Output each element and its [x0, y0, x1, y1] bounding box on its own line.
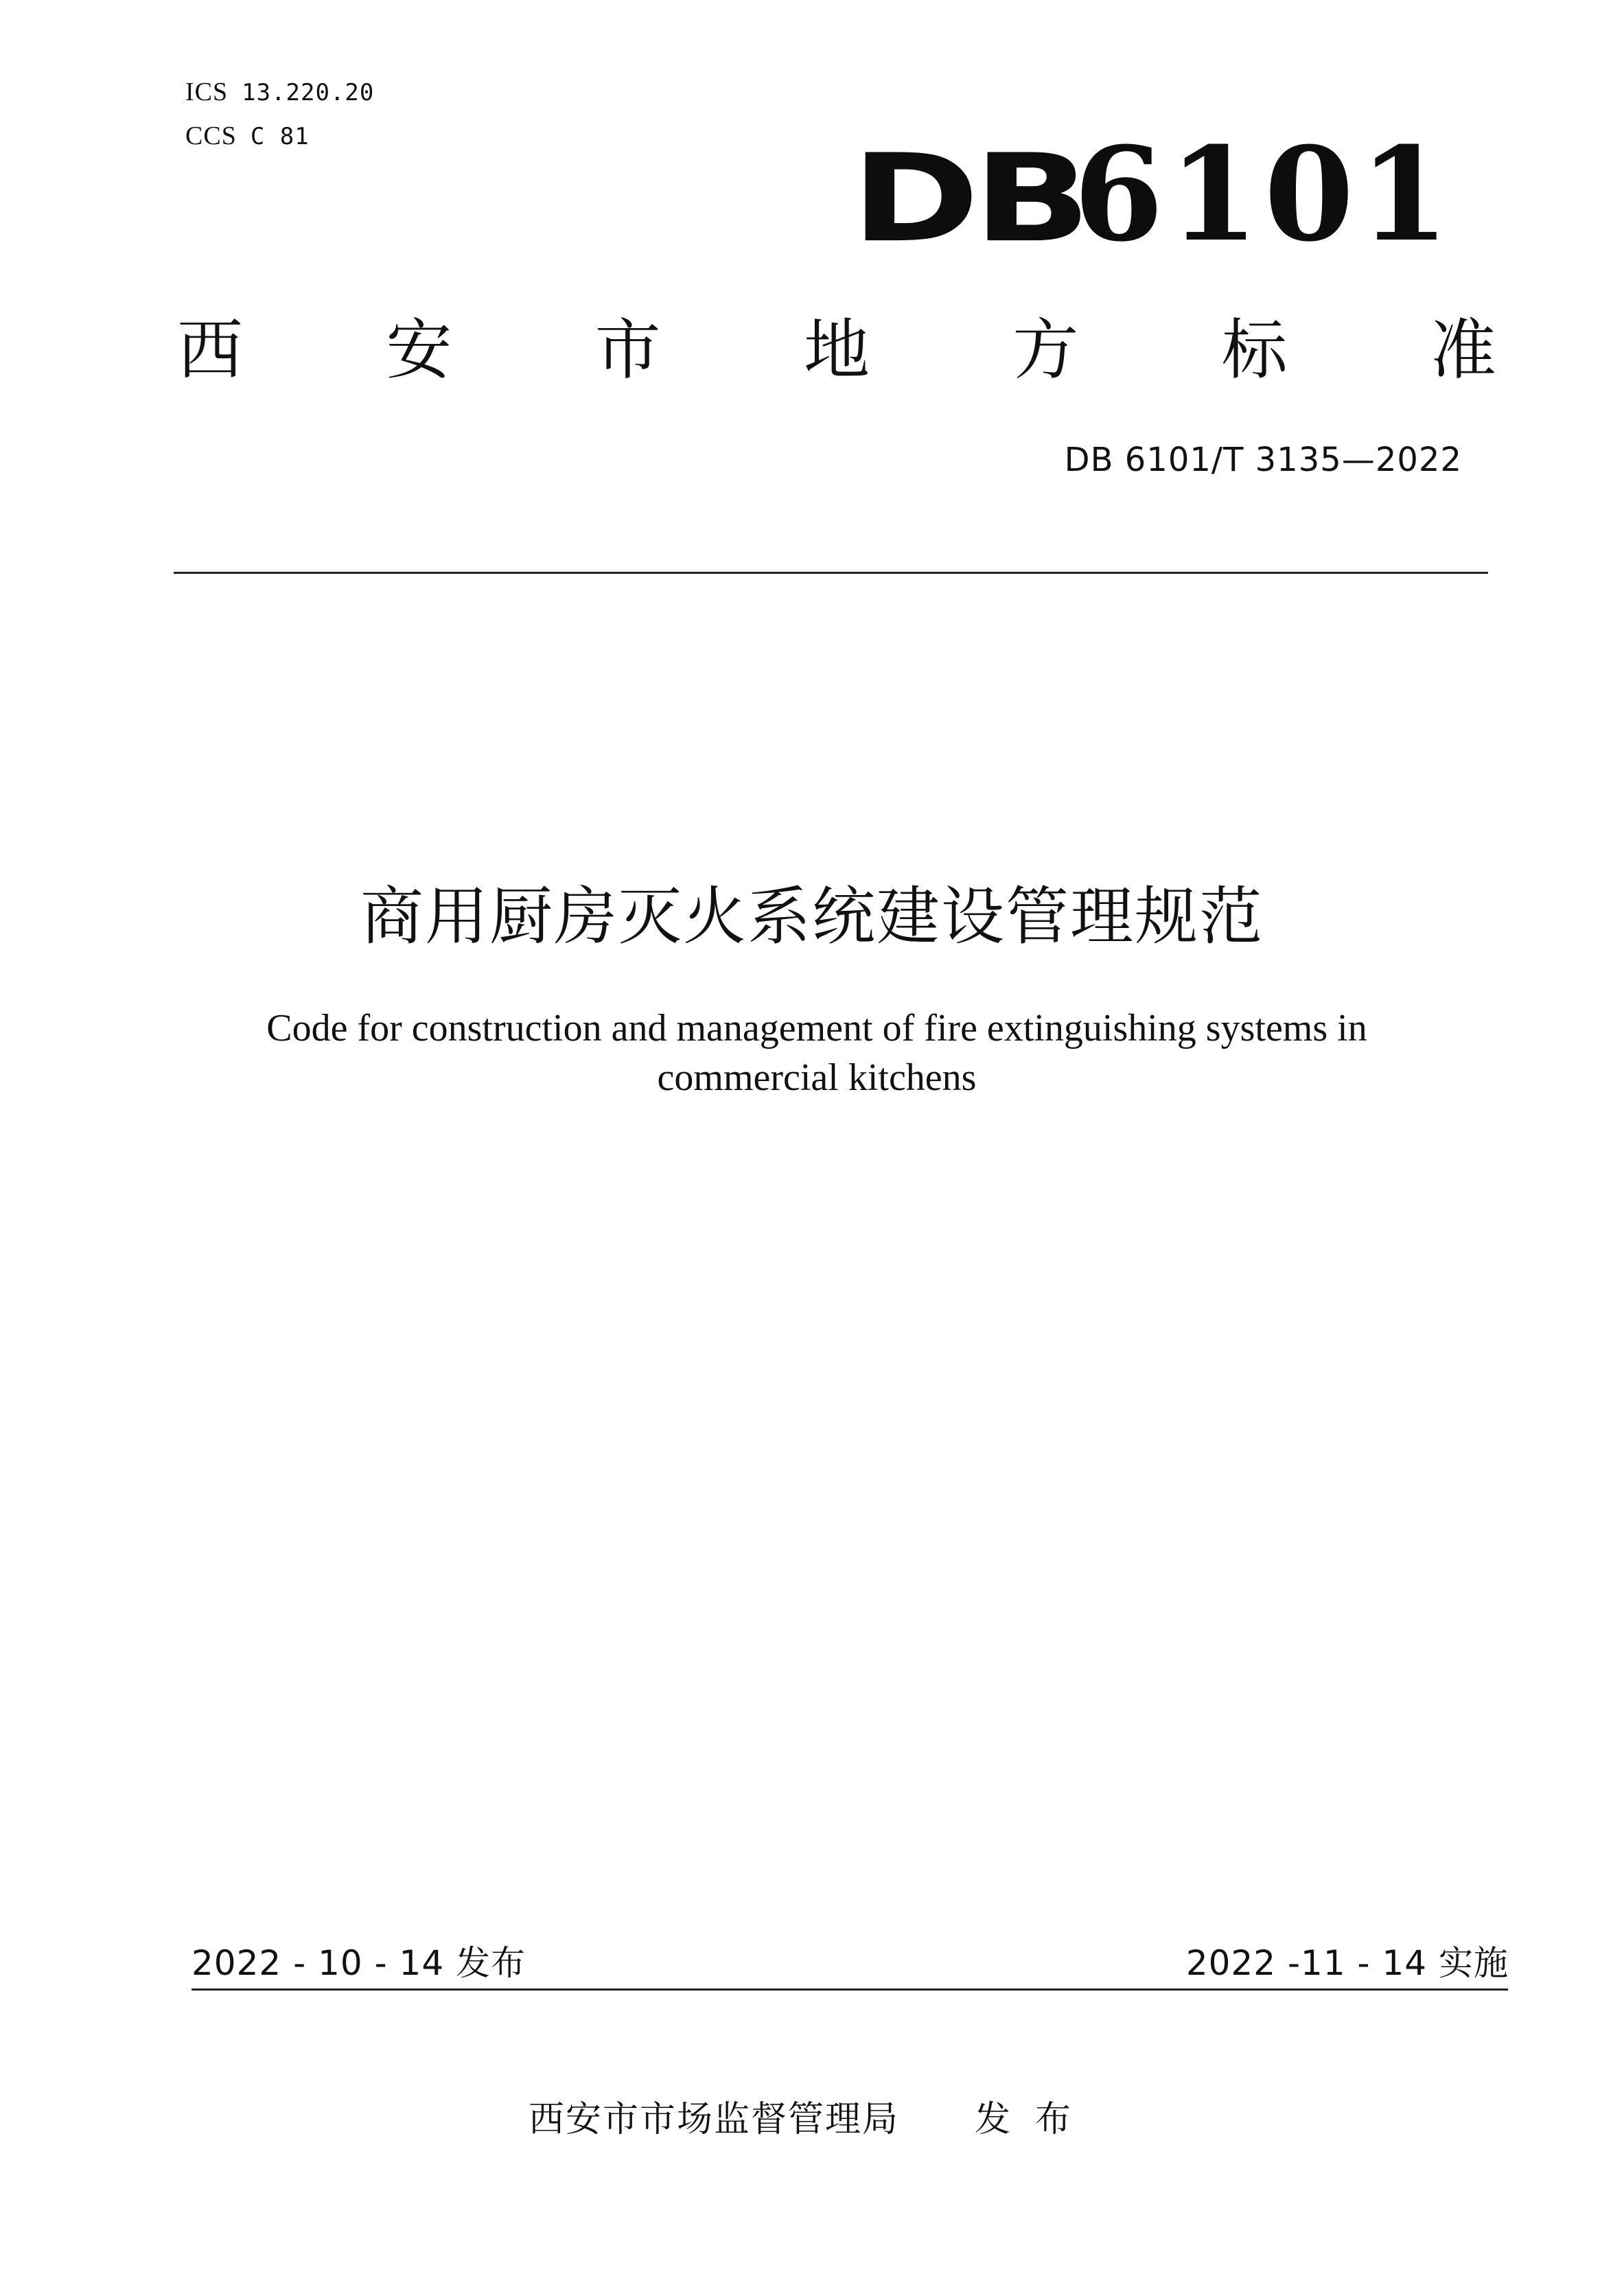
standard-type-char: 西 [177, 312, 243, 389]
english-title-line-2: commercial kitchens [657, 1056, 977, 1099]
standard-type-char: 准 [1430, 312, 1496, 389]
document-title-chinese: 商用厨房灭火系统建设管理规范 [360, 880, 1264, 953]
standard-type-char: 地 [803, 312, 870, 389]
ccs-classification [185, 121, 310, 151]
english-title-line-1: Code for construction and management of fire extinguishing systems in [266, 1007, 1367, 1050]
document-title-english [233, 1004, 1400, 1102]
standard-type-heading [177, 312, 1496, 389]
publish-word: 发布 [975, 2099, 1096, 2140]
ics-classification [185, 77, 374, 107]
db-logo-letters: DB [851, 128, 1085, 270]
ccs-code: C 81 [250, 123, 310, 150]
standard-number: DB 6101/T 3135—2022 [1064, 441, 1462, 479]
issue-date: 2022 - 10 - 14 发布 [192, 1943, 526, 1983]
publisher-name: 西安市市场监督管理局 [528, 2099, 899, 2140]
db-standard-logo [851, 119, 1455, 270]
standard-type-char: 市 [594, 312, 661, 389]
standard-type-char: 安 [386, 312, 452, 389]
bottom-divider [192, 1988, 1508, 1991]
ccs-label: CCS [185, 121, 237, 150]
db-logo-number: 6101 [1074, 119, 1455, 270]
standard-type-char: 方 [1012, 312, 1079, 389]
ics-code: 13.220.20 [242, 79, 375, 106]
implementation-date: 2022 -11 - 14 实施 [1185, 1943, 1509, 1983]
publisher-line [0, 2090, 1624, 2142]
standard-type-char: 标 [1221, 312, 1288, 389]
ics-label: ICS [185, 78, 229, 106]
top-divider [174, 572, 1488, 574]
